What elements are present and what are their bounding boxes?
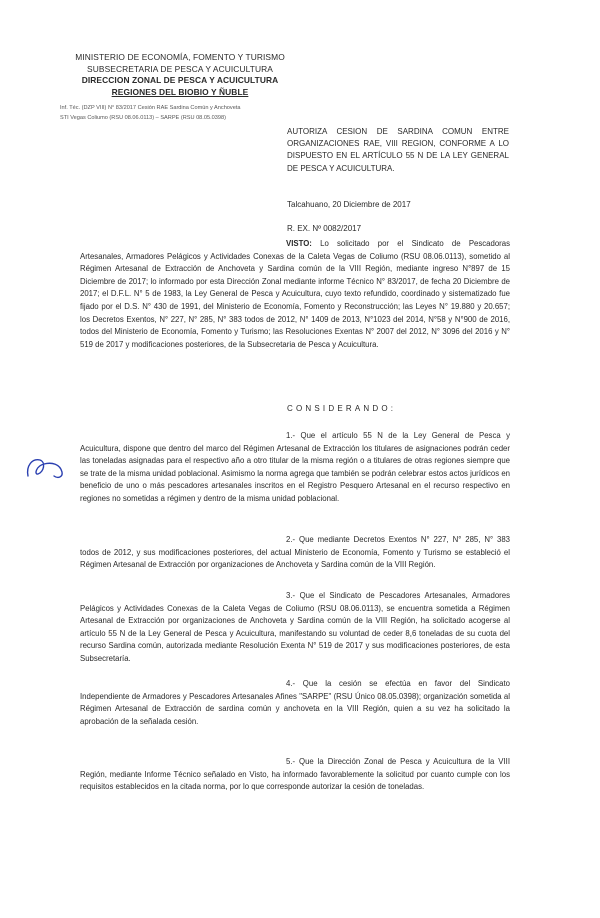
internal-reference-line-1: Inf. Téc. (DZP VIII) N° 83/2017 Cesión RAE Sardina Común y Anchoveta: [60, 105, 241, 111]
regiones-name: REGIONES DEL BIOBIO Y ÑUBLE: [111, 86, 249, 97]
resolution-number: R. EX. Nº 0082/2017: [287, 224, 362, 233]
considerando-paragraph-5: 5.- Que la Dirección Zonal de Pesca y Acuicultura de la VIII Región, mediante Informe Técnico señalado en Visto, ha informado favorablemente la solicitud por cuanto cumple con los requisitos establecidos en la citada norma, por lo que corresponde autorizar la cesión de toneladas.: [80, 757, 510, 792]
document-date: Talcahuano, 20 Diciembre de 2017: [287, 200, 411, 209]
internal-reference: [60, 104, 310, 123]
visto-paragraph: [80, 238, 510, 351]
visto-text: Lo solicitado por el Sindicato de Pescadoras Artesanales, Armadores Pelágicos y Actividades Conexas de la Caleta Vegas de Coliumo (RSU 08.06.0113), sometido al Régimen Artesanal de Extracción de Anchoveta y Sardina común de la VIII Región, mediante ingreso N°897 de 15 Diciembre de 2017; lo informado por esta Dirección Zonal mediante informe Técnico N° 83/2017, de fecha 20 Diciembre de 2017; el D.F.L. N° 5 de 1983, la Ley General de Pesca y Acuicultura, cuyo texto refundido, coordinado y sistematizado fue fijado por el D.S. N° 430 de 1991, del Ministerio de Economía, Fomento y Reconstrucción; las Leyes N° 19.880 y 20.657; los Decretos Exentos, N° 227, N° 285, N° 383 todos de 2012, N° 1409 de 2013, N°1023 del 2014, N°58 y N°900 de 2016, todos del Ministerio de Economía, Fomento y Turismo; las Resoluciones Exentas N° 2007 del 2012, N° 3096 del 2016 y N° 519 de 2017 y modificaciones posteriores, de la Subsecretaria de Pesca y Acuicultura.: [80, 239, 510, 349]
handwritten-initial-mark: [22, 452, 68, 484]
visto-label: VISTO:: [286, 239, 312, 248]
considerando-paragraph-2: 2.- Que mediante Decretos Exentos N° 227, N° 285, N° 383 todos de 2012, y sus modificaciones posteriores, del actual Ministerio de Economía, Fomento y Turismo se estableció el Régimen Artesanal de Extracción por organizaciones de Anchoveta y Sardina común de la VIII Región.: [80, 535, 510, 570]
resolution-subject: AUTORIZA CESION DE SARDINA COMUN ENTRE ORGANIZACIONES RAE, VIII REGION, CONFORME A LO DISPUESTO EN EL ARTÍCULO 55 N DE LA LEY GENERAL DE PESCA Y ACUICULTURA.: [287, 127, 509, 173]
subsecretaria-name: SUBSECRETARIA DE PESCA Y ACUICULTURA: [87, 63, 273, 74]
considerando-paragraph-1: 1.- Que el artículo 55 N de la Ley General de Pesca y Acuicultura, dispone que dentro del marco del Régimen Artesanal de Extracción los titulares de asignaciones podrán ceder las toneladas asignadas para el respectivo año a otro titular de la misma región o a titulares de otras regiones siempre que se trate de la misma unidad poblacional. Asimismo la norma agrega que también se podrán celebrar estos actos jurídicos en beneficio de uno o más pescadores artesanales inscritos en el Registro Pesquero Artesanal en el recurso respectivo en regiones no sometidas a régimen y dentro de la misma unidad poblacional.: [80, 431, 510, 503]
internal-reference-line-2: STI Vegas Coliumo (RSU 08.06.0113) – SARPE (RSU 08.05.0398): [60, 114, 226, 121]
ministry-name: MINISTERIO DE ECONOMÍA, FOMENTO Y TURISMO: [75, 52, 285, 62]
considerando-paragraph-4: 4.- Que la cesión se efectúa en favor del Sindicato Independiente de Armadores y Pescadores Artesanales Afines "SARPE" (RSU Único 08.05.0398); organización sometida al Régimen Artesanal de Extracción de sardina común y anchoveta en la VIII Región, quien a su vez ha solicitado la aprobación de la señalada cesión.: [80, 679, 510, 726]
direccion-zonal-name: DIRECCION ZONAL DE PESCA Y ACUICULTURA: [81, 75, 279, 85]
considerando-heading: CONSIDERANDO:: [287, 404, 397, 413]
considerando-paragraph-3: 3.- Que el Sindicato de Pescadores Artesanales, Armadores Pelágicos y Actividades Conexas de la Caleta Vegas de Coliumo (RSU 08.06.0113), se encuentra sometida a Régimen Artesanal de Extracción por organizaciones de Anchoveta y Sardina común de la VIII Región, ha solicitado acogerse al artículo 55 N de la Ley General de Pesca y Acuicultura, manifestando su voluntad de ceder 8,6 toneladas de su cuota del recurso Sardina común, autorizada mediante Resolución Exenta N° 519 de 2017 y sus modificaciones posteriores, de esta Subsecretaría.: [80, 591, 510, 663]
letterhead: [60, 52, 300, 98]
